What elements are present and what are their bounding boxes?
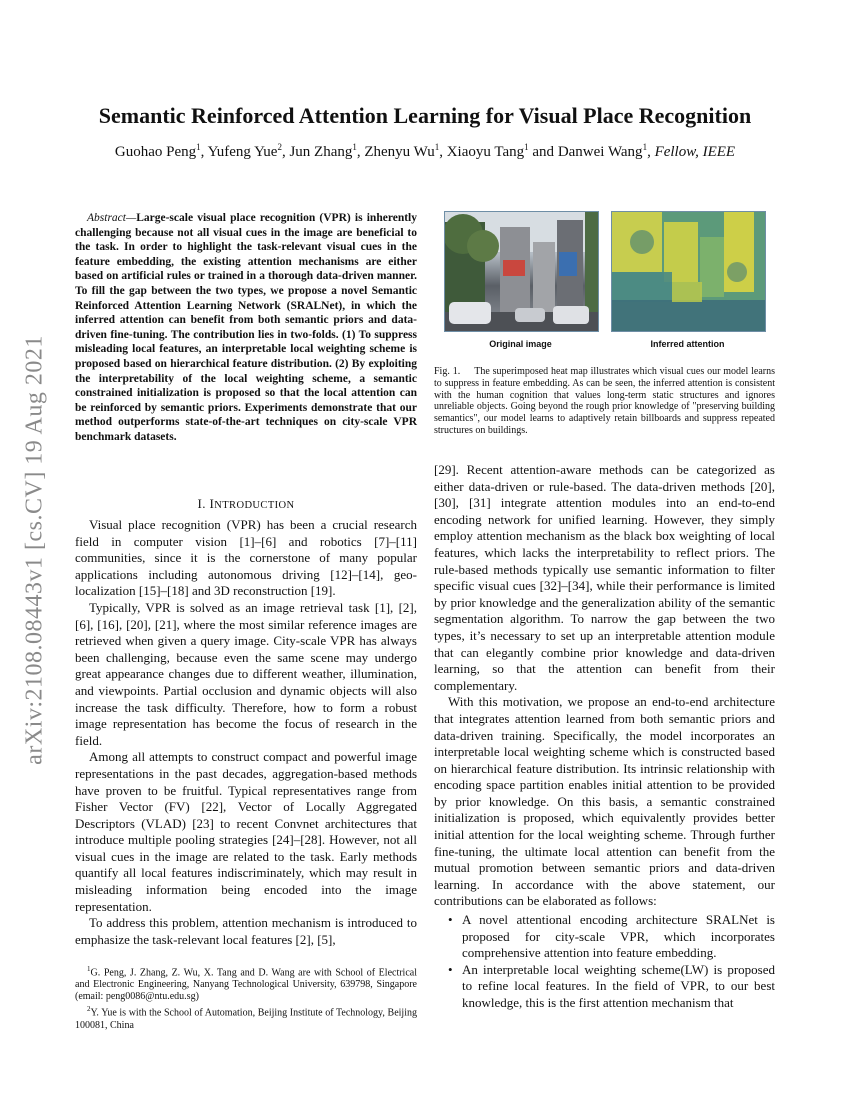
list-item-text: An interpretable local weighting scheme(LW) is proposed to refine local features. In the field of VPR, to our best knowledge, this is the first attention mechanism that xyxy=(462,961,775,1010)
paragraph: [29]. Recent attention-aware methods can be categorized as either data-driven or rule-based. The data-driven methods [20], [30], [31] integrate attention modules into an end-to-end encoding network for unified learning. However, they simply employ attention mechanism as the black box weighting of local features, which lacks the interpretability to reflect priors. The rule-based methods typically use semantic information to filter specific visual cues [32]–[34], while their performance is limited by prior knowledge and the generalization ability of the semantic segmentation algorithm. To narrow the gap between the two types, it’s necessary to set up an interpretable attention module that can elegantly combine prior knowledge and data-driven learning, so that the attention can benefit from their complementary. xyxy=(434,462,775,693)
paper-title: Semantic Reinforced Attention Learning for Visual Place Recognition xyxy=(98,103,752,128)
author-fellow: Fellow, IEEE xyxy=(654,144,736,160)
abstract-lead: Abstract— xyxy=(87,212,137,224)
left-column-body xyxy=(75,517,417,948)
arxiv-stamp xyxy=(12,300,58,800)
footnotes xyxy=(75,963,417,1032)
figure-label: Fig. 1. xyxy=(434,366,461,377)
footnote xyxy=(75,963,417,1003)
author-name: Yufeng Yue xyxy=(207,144,278,160)
figure-caption xyxy=(434,366,775,437)
paragraph: With this motivation, we propose an end-to-end architecture that integrates attention learned from both semantic priors and data-driven training. Specifically, the model incorporates an interpretable local weighting scheme which is constructed based on hierarchical feature distribution. Its intrinsic relationship with encoding space partition enables initial attention to be provided by prior knowledge. On this basis, a semantic constrained initialization is proposed, which equivalently provides better initial attention for the local weighting scheme. Through further fine-tuning, the ultimate local attention can benefit from the mutual promotion between semantic priors and data-driven learning. In accordance with the above statement, our contributions can be elaborated as follows: xyxy=(434,694,775,909)
right-column-body xyxy=(434,462,775,1012)
paragraph: Typically, VPR is solved as an image retrieval task [1], [2], [6], [16], [20], [21], where the most similar reference images are retrieved when given a query image. City-scale VPR has always been challenging, because even the same scene may undergo great appearance changes due to different weather, illumination, and viewpoints. Partial occlusion and dynamic objects will also increase the task difficulty. Therefore, how to form a robust image representation has become the focus of research in the field. xyxy=(75,599,417,748)
affiliation-mark: 1 xyxy=(434,142,440,152)
list-item xyxy=(434,962,775,1012)
attention-heatmap-image xyxy=(611,211,766,332)
footnote-mark: 2 xyxy=(87,1005,91,1014)
footnote-text: Y. Yue is with the School of Automation, Beijing Institute of Technology, Beijing 100081, China xyxy=(75,1007,417,1031)
author-name: Danwei Wang xyxy=(557,144,643,160)
original-street-image xyxy=(444,211,599,332)
affiliation-mark: 1 xyxy=(642,142,648,152)
author-name: Zhenyu Wu xyxy=(364,144,435,160)
section-title-initial: I xyxy=(209,496,215,511)
author-name: Xiaoyu Tang xyxy=(446,144,525,160)
list-item-text: A novel attentional encoding architecture SRALNet is proposed for city-scale VPR, which incorporates comprehensive attention into feature embedding. xyxy=(462,912,775,961)
author-name: Guohao Peng xyxy=(114,144,197,160)
author-name: Jun Zhang xyxy=(289,144,353,160)
footnote-mark: 1 xyxy=(87,965,91,973)
affiliation-mark: 2 xyxy=(277,142,282,152)
paragraph: Visual place recognition (VPR) has been a crucial research field in computer vision [1]–[6] and robotics [7]–[11] communities, since it is the cornerstone of many popular applications including autonomous driving [12]–[14], geo-localization [15]–[18] and 3D reconstruction [19]. xyxy=(75,517,417,599)
list-item xyxy=(434,912,775,962)
affiliation-mark: 1 xyxy=(524,142,529,152)
footnote xyxy=(75,1003,417,1031)
author-conjunction: and xyxy=(532,144,555,160)
abstract-text: Large-scale visual place recognition (VPR) is inherently challenging because not all visual cues in the image are beneficial to the task. In order to highlight the task-relevant visual cues in the feature embedding, the existing attention mechanisms are either based on artificial rules or trained in a thorough data-driven manner. To fill the gap between the two types, we propose a novel Semantic Reinforced Attention Learning Network (SRALNet), in which the inferred attention can benefit from both semantic priors and data-driven fine-tuning. The contribution lies in two-folds. (1) To suppress misleading local features, an interpretable local weighting scheme is proposed based on hierarchical feature distribution. (2) By exploiting the interpretability of the local weighting scheme, a semantic constrained initialization is proposed so that the local attention can be reinforced by semantic priors. Experiments demonstrate that our method outperforms state-of-the-art techniques on city-scale VPR benchmark datasets. xyxy=(75,212,417,443)
section-heading xyxy=(75,496,417,512)
affiliation-mark: 1 xyxy=(196,142,201,152)
bullet-icon: • xyxy=(448,912,453,928)
paragraph: To address this problem, attention mechanism is introduced to emphasize the task-relevant local features [2], [5], xyxy=(75,915,417,947)
paragraph: Among all attempts to construct compact and powerful image representations in the past decades, aggregation-based methods have proven to be fruitful. Typical representatives range from Fisher Vector (FV) [22], Vector of Locally Aggregated Descriptors (VLAD) [23] to recent Convnet architectures that introduce multiple pooling strategies [24]–[28]. However, not all visual cues in the image are related to the task. Early methods quantify all local features indiscriminately, which may result in misleading information being encoded into the image representation. xyxy=(75,749,417,914)
author-list: Guohao Peng$^1$, Yufeng Yue$^2$, Jun Zhang$^1$, Zhenyu Wu$^1$, Xiaoyu Tang$^1$ and Danwei Wang$^1$, Fellow, IEEE xyxy=(114,142,736,160)
figure-caption-text: The superimposed heat map illustrates which visual cues our model learns to suppress in feature embedding. As can be seen, the inferred attention is consistent with the human cognition that values long-term static structures and ignores unreliable objects. Going beyond the rough prior knowledge of "preserving building semantics", our model learns to adaptively retain billboards and suppress repeated structures on buildings. xyxy=(434,366,775,436)
arxiv-stamp-text: arXiv:2108.08443v1 [cs.CV] 19 Aug 2021 xyxy=(21,335,48,765)
footnote-text: G. Peng, J. Zhang, Z. Wu, X. Tang and D. Wang are with School of Electrical and Electronic Engineering, Nanyang Technological University, 639798, Singapore (email: peng0086@ntu.edu.sg) xyxy=(75,967,417,1003)
section-title-rest: NTRODUCTION xyxy=(214,500,295,511)
section-number: I. xyxy=(197,496,206,511)
contribution-list xyxy=(434,912,775,1012)
affiliation-mark: 1 xyxy=(352,142,357,152)
bullet-icon: • xyxy=(448,961,453,977)
figure-subcaption: Inferred attention xyxy=(650,339,725,349)
abstract xyxy=(75,211,417,445)
figure-subcaption: Original image xyxy=(489,339,552,349)
